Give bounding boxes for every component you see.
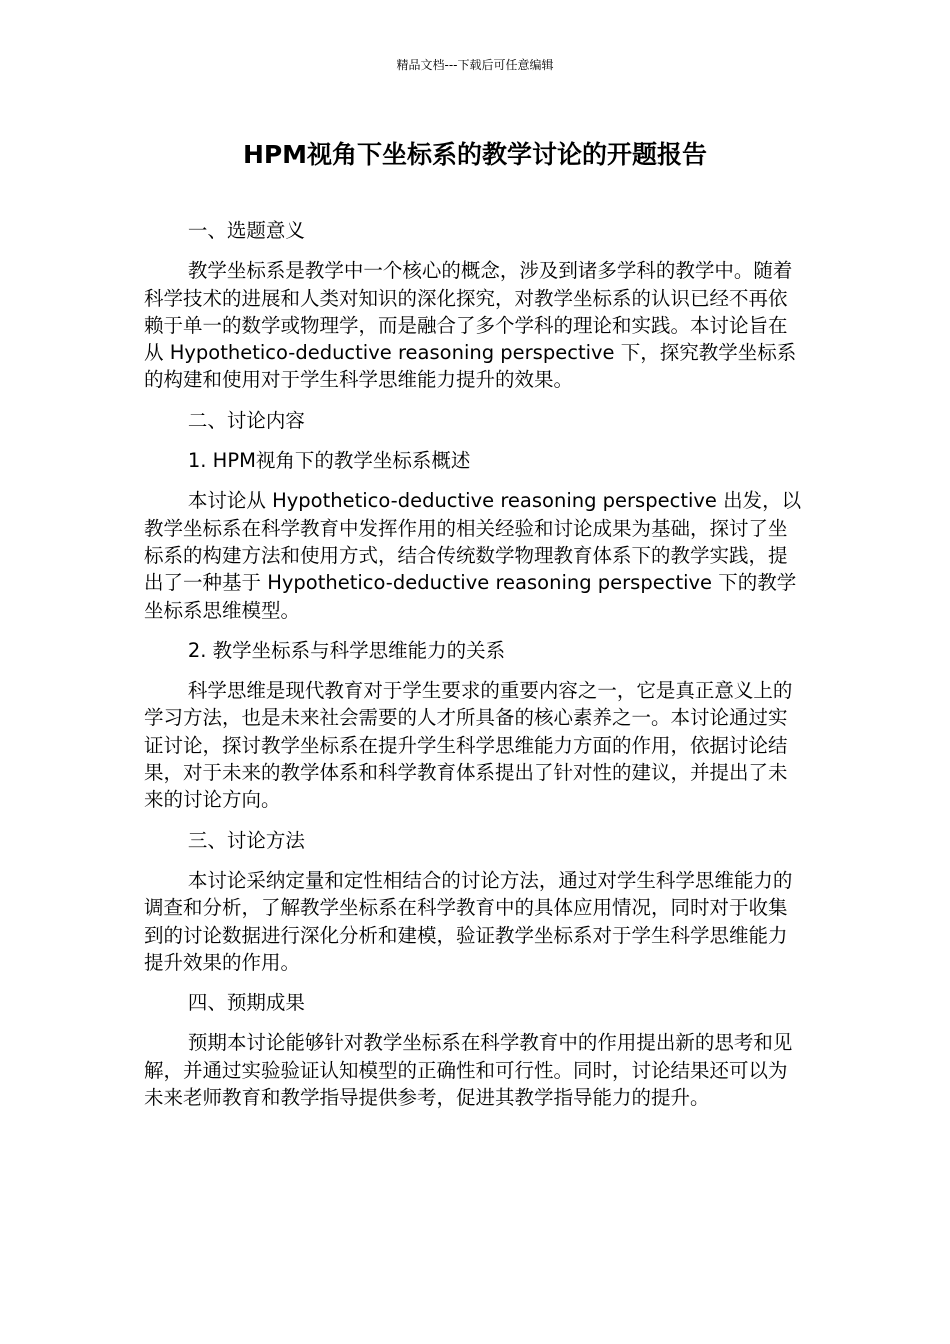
document-body	[144, 217, 806, 1124]
page-header: 精品文档---下载后可任意编辑	[396, 58, 554, 72]
paragraph-expected-results: 预期本讨论能够针对教学坐标系在科学教育中的作用提出新的思考和见解，并通过实验验证认知模型的正确性和可行性。同时，讨论结果还可以为未来老师教育和教学指导提供参考，促进其教学指导能力的提升。	[144, 1031, 793, 1110]
section-heading-research-method: 三、讨论方法	[187, 828, 305, 852]
section-heading-expected-results: 四、预期成果	[187, 991, 305, 1015]
subsection-heading-overview: 1. HPM视角下的教学坐标系概述	[187, 449, 471, 473]
subsection-heading-relationship: 2. 教学坐标系与科学思维能力的关系	[187, 638, 506, 662]
paragraph-topic-significance: 教学坐标系是教学中一个核心的概念，涉及到诸多学科的教学中。随着科学技术的进展和人类对知识的深化探究，对教学坐标系的认识已经不再依赖于单一的数学或物理学，而是融合了多个学科的理论和实践。本讨论旨在从 Hypothetico-deductive reasoning perspective 下，探究教学坐标系的构建和使用对于学生科学思维能力提升的效果。	[144, 259, 797, 392]
section-heading-research-content: 二、讨论内容	[187, 408, 305, 432]
section-heading-topic-significance: 一、选题意义	[187, 219, 305, 242]
paragraph-research-method: 本讨论采纳定量和定性相结合的讨论方法，通过对学生科学思维能力的调查和分析，了解教学坐标系在科学教育中的具体应用情况，同时对于收集到的讨论数据进行深化分析和建模，验证教学坐标系对于学生科学思维能力提升效果的作用。	[144, 868, 793, 974]
paragraph-relationship: 科学思维是现代教育对于学生要求的重要内容之一，它是真正意义上的学习方法，也是未来社会需要的人才所具备的核心素养之一。本讨论通过实证讨论，探讨教学坐标系在提升学生科学思维能力方面的作用，依据讨论结果，对于未来的教学体系和科学教育体系提出了针对性的建议，并提出了未来的讨论方向。	[144, 679, 793, 812]
document-title: HPM视角下坐标系的教学讨论的开题报告	[242, 140, 708, 169]
paragraph-overview: 本讨论从 Hypothetico-deductive reasoning perspective 出发，以教学坐标系在科学教育中发挥作用的相关经验和讨论成果为基础，探讨了坐标系的构建方法和使用方式，结合传统数学物理教育体系下的教学实践，提出了一种基于 Hypothetico-deductive reasoning perspective 下的教学坐标系思维模型。	[144, 489, 802, 622]
